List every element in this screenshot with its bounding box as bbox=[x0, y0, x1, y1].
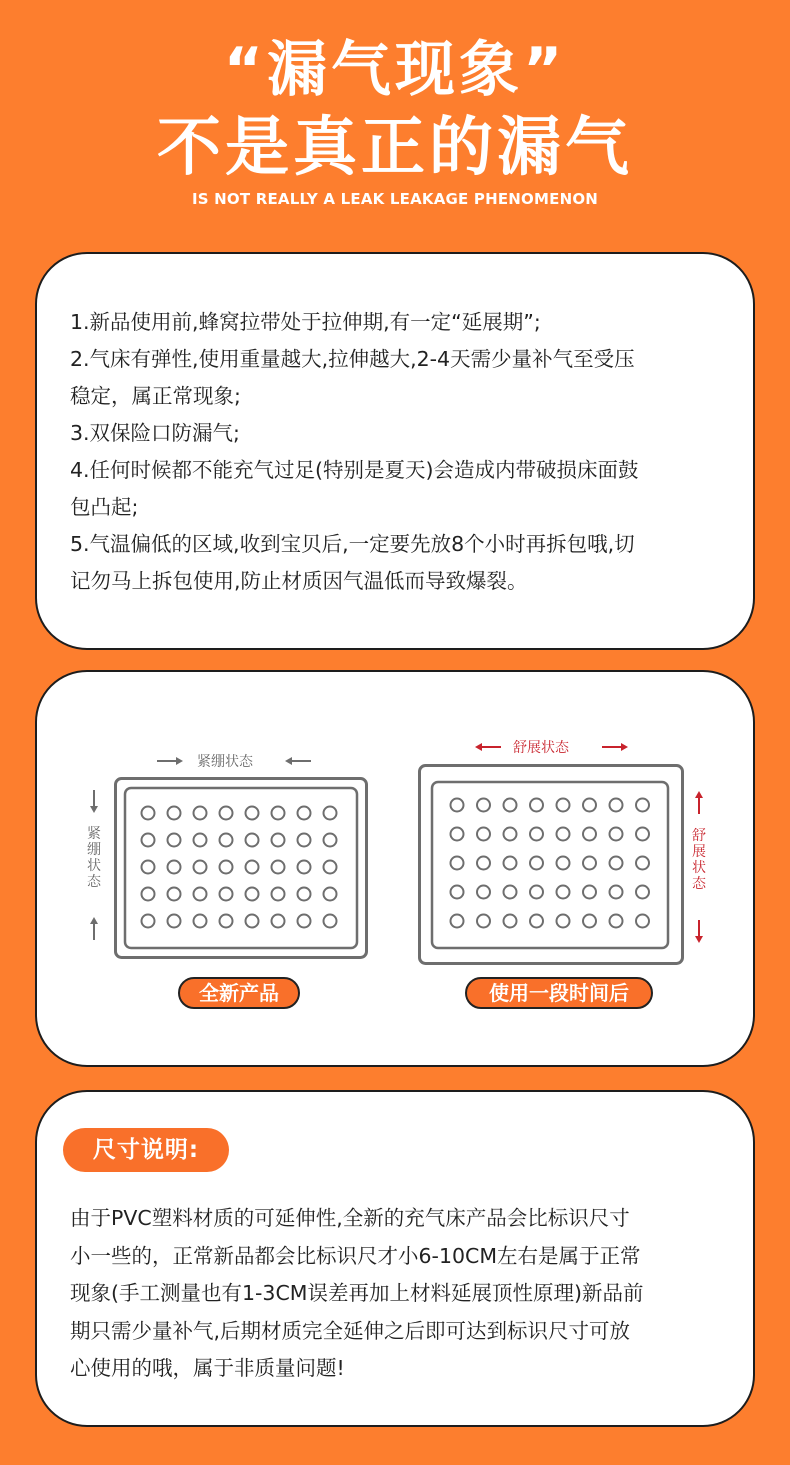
air-cell-circle bbox=[298, 915, 311, 928]
air-cell-circle bbox=[504, 857, 517, 870]
air-cell-circle bbox=[220, 861, 233, 874]
air-cell-circle bbox=[583, 828, 596, 841]
note-line: 4.任何时候都不能充气过足(特别是夏天)会造成内带破损床面鼓 bbox=[70, 458, 639, 482]
note-line: 5.气温偏低的区域,收到宝贝后,一定要先放8个小时再拆包哦,切 bbox=[70, 532, 635, 556]
air-cell-circle bbox=[451, 828, 464, 841]
size-info-text bbox=[70, 1200, 730, 1388]
air-cell-circle bbox=[272, 888, 285, 901]
air-cell-circle bbox=[272, 861, 285, 874]
air-cell-circle bbox=[194, 861, 207, 874]
left-top-label: 紧绷状态 bbox=[197, 754, 253, 770]
air-cell-circle bbox=[636, 915, 649, 928]
air-cell-circle bbox=[246, 915, 259, 928]
air-cell-circle bbox=[194, 807, 207, 820]
size-info-line: 现象(手工测量也有1-3CM误差再加上材料延展顶性原理)新品前 bbox=[70, 1281, 644, 1305]
air-cell-circle bbox=[220, 888, 233, 901]
air-cell-circle bbox=[530, 886, 543, 899]
air-cell-circle bbox=[583, 915, 596, 928]
air-cell-circle bbox=[610, 915, 623, 928]
air-cell-circle bbox=[583, 799, 596, 812]
air-cell-circle bbox=[298, 807, 311, 820]
air-cell-circle bbox=[324, 834, 337, 847]
air-cell-circle bbox=[324, 861, 337, 874]
air-cell-circle bbox=[220, 834, 233, 847]
air-cell-circle bbox=[272, 834, 285, 847]
size-info-line: 由于PVC塑料材质的可延伸性,全新的充气床产品会比标识尺寸 bbox=[70, 1206, 630, 1230]
air-cell-circle bbox=[557, 886, 570, 899]
air-cell-circle bbox=[298, 861, 311, 874]
air-cell-circle bbox=[636, 828, 649, 841]
title-line-2: 不是真正的漏气 bbox=[157, 111, 633, 185]
size-info-line: 心使用的哦，属于非质量问题! bbox=[70, 1356, 345, 1380]
air-cell-circle bbox=[142, 834, 155, 847]
air-cell-circle bbox=[451, 799, 464, 812]
up-arrow-icon bbox=[88, 916, 100, 942]
air-cell-circle bbox=[530, 799, 543, 812]
air-cell-circle bbox=[557, 799, 570, 812]
air-cell-circle bbox=[168, 915, 181, 928]
air-cell-circle bbox=[557, 915, 570, 928]
down-arrow-icon bbox=[88, 788, 100, 814]
up-arrow-icon bbox=[693, 790, 705, 816]
note-line: 3.双保险口防漏气; bbox=[70, 421, 240, 445]
right-arrow-icon bbox=[155, 755, 185, 767]
air-cell-circle bbox=[194, 915, 207, 928]
air-cell-circle bbox=[636, 886, 649, 899]
air-cell-circle bbox=[324, 888, 337, 901]
air-cell-circle bbox=[610, 857, 623, 870]
air-cell-circle bbox=[583, 886, 596, 899]
air-cell-circle bbox=[194, 834, 207, 847]
size-info-line: 小一些的，正常新品都会比标识尺才小6-10CM左右是属于正常 bbox=[70, 1243, 641, 1268]
air-cell-circle bbox=[324, 807, 337, 820]
air-cell-circle bbox=[272, 915, 285, 928]
air-cell-circle bbox=[477, 828, 490, 841]
air-cell-circle bbox=[530, 828, 543, 841]
new-mattress-diagram bbox=[114, 777, 368, 959]
air-cell-circle bbox=[610, 828, 623, 841]
air-cell-circle bbox=[477, 857, 490, 870]
air-cell-circle bbox=[451, 857, 464, 870]
size-info-card bbox=[35, 1090, 755, 1427]
air-cell-circle bbox=[194, 888, 207, 901]
air-cell-circle bbox=[504, 799, 517, 812]
air-cell-circle bbox=[246, 861, 259, 874]
air-cell-circle bbox=[477, 915, 490, 928]
notes-card bbox=[35, 252, 755, 650]
size-info-tag: 尺寸说明: bbox=[63, 1128, 229, 1172]
air-cell-circle bbox=[530, 857, 543, 870]
air-cell-circle bbox=[557, 828, 570, 841]
right-top-label: 舒展状态 bbox=[513, 740, 569, 756]
air-cell-circle bbox=[477, 799, 490, 812]
used-product-caption: 使用一段时间后 bbox=[465, 977, 653, 1009]
air-cell-circle bbox=[168, 861, 181, 874]
air-cell-circle bbox=[477, 886, 490, 899]
note-line: 稳定，属正常现象; bbox=[70, 384, 241, 408]
air-cell-circle bbox=[324, 915, 337, 928]
note-line: 包凸起; bbox=[70, 495, 139, 519]
air-cell-circle bbox=[451, 886, 464, 899]
air-cell-circle bbox=[142, 915, 155, 928]
air-cell-circle bbox=[504, 828, 517, 841]
air-cell-circle bbox=[557, 857, 570, 870]
subtitle: IS NOT REALLY A LEAK LEAKAGE PHENOMENON bbox=[191, 190, 599, 208]
notes-list bbox=[70, 304, 730, 600]
air-cell-circle bbox=[636, 857, 649, 870]
air-cell-circle bbox=[220, 807, 233, 820]
air-cell-circle bbox=[636, 799, 649, 812]
air-cell-circle bbox=[142, 861, 155, 874]
air-cell-circle bbox=[530, 915, 543, 928]
used-mattress-diagram bbox=[418, 764, 684, 965]
left-arrow-icon bbox=[283, 755, 313, 767]
air-cell-circle bbox=[504, 886, 517, 899]
right-arrow-icon bbox=[600, 741, 630, 753]
air-cell-circle bbox=[610, 799, 623, 812]
air-cell-circle bbox=[610, 886, 623, 899]
air-cell-circle bbox=[246, 807, 259, 820]
note-line: 记勿马上拆包使用,防止材质因气温低而导致爆裂。 bbox=[70, 569, 528, 593]
air-cell-circle bbox=[168, 834, 181, 847]
down-arrow-icon bbox=[693, 918, 705, 944]
left-side-label: 紧绷状态 bbox=[87, 826, 101, 890]
air-cell-circle bbox=[272, 807, 285, 820]
air-cell-circle bbox=[168, 807, 181, 820]
left-arrow-icon bbox=[473, 741, 503, 753]
air-cell-circle bbox=[142, 888, 155, 901]
title-line-1: “漏气现象” bbox=[223, 35, 567, 105]
note-line: 2.气床有弹性,使用重量越大,拉伸越大,2-4天需少量补气至受压 bbox=[70, 347, 635, 371]
air-cell-circle bbox=[451, 915, 464, 928]
note-line: 1.新品使用前,蜂窝拉带处于拉伸期,有一定“延展期”; bbox=[70, 310, 541, 334]
air-cell-circle bbox=[168, 888, 181, 901]
air-cell-circle bbox=[298, 888, 311, 901]
right-side-label: 舒展状态 bbox=[692, 828, 706, 892]
diagram-card bbox=[35, 670, 755, 1067]
size-info-line: 期只需少量补气,后期材质完全延伸之后即可达到标识尺寸可放 bbox=[70, 1318, 631, 1343]
air-cell-circle bbox=[142, 807, 155, 820]
air-cell-circle bbox=[246, 834, 259, 847]
air-cell-circle bbox=[246, 888, 259, 901]
new-product-caption: 全新产品 bbox=[178, 977, 300, 1009]
air-cell-circle bbox=[583, 857, 596, 870]
air-cell-circle bbox=[220, 915, 233, 928]
air-cell-circle bbox=[298, 834, 311, 847]
air-cell-circle bbox=[504, 915, 517, 928]
